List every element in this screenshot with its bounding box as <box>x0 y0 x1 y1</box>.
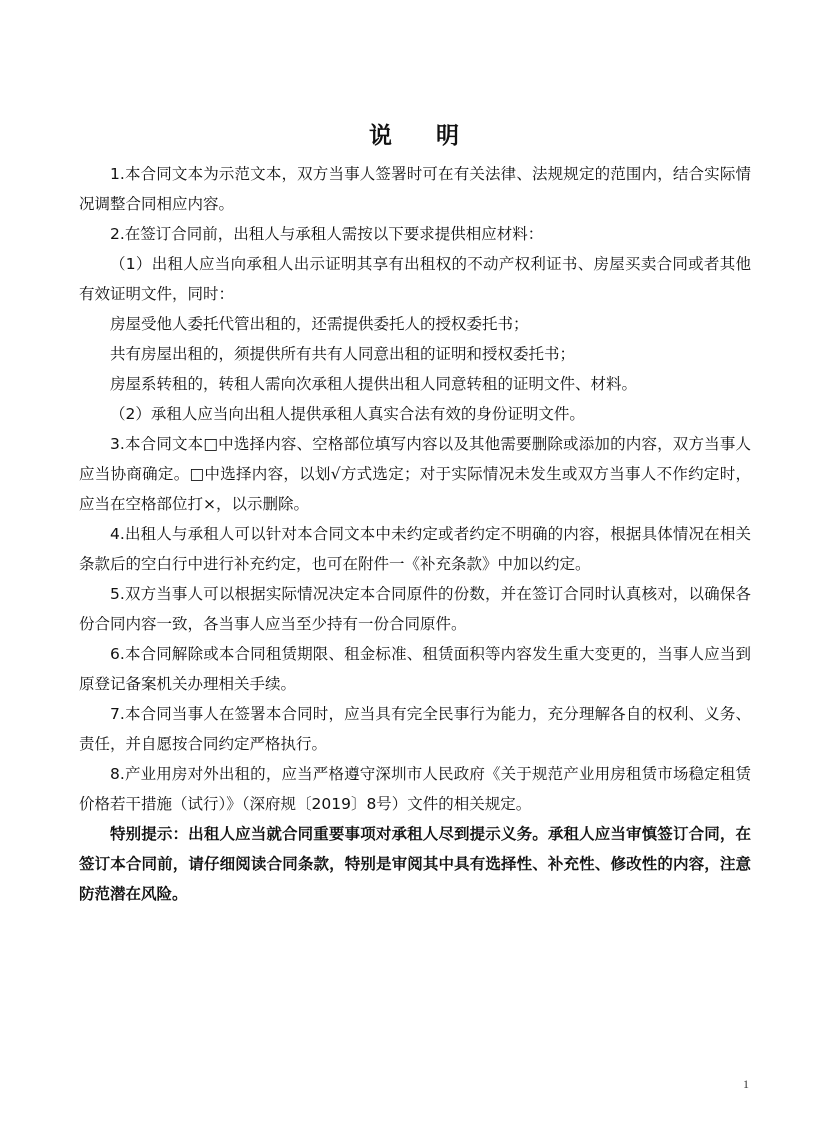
page-title: 说 明 <box>368 123 477 149</box>
page-number: 1 <box>743 1077 749 1091</box>
paragraph-2-item-1-case-a: 房屋受他人委托代管出租的，还需提供委托人的授权委托书； <box>110 315 529 333</box>
paragraph-2: 2.在签订合同前，出租人与承租人需按以下要求提供相应材料： <box>110 225 544 243</box>
paragraph-5: 5.双方当事人可以根据实际情况决定本合同原件的份数，并在签订合同时认真核对，以确保各份合同内容一致，各当事人应当至少持有一份合同原件。 <box>79 585 751 633</box>
paragraph-7: 7.本合同当事人在签署本合同时，应当具有完全民事行为能力，充分理解各自的权利、义务、责任，并自愿按合同约定严格执行。 <box>79 705 751 753</box>
paragraph-4: 4.出租人与承租人可以针对本合同文本中未约定或者约定不明确的内容，根据具体情况在相关条款后的空白行中进行补充约定，也可在附件一《补充条款》中加以约定。 <box>79 525 751 573</box>
paragraph-6: 6.本合同解除或本合同租赁期限、租金标准、租赁面积等内容发生重大变更的，当事人应当到原登记备案机关办理相关手续。 <box>79 645 751 693</box>
paragraph-3: 3.本合同文本□中选择内容、空格部位填写内容以及其他需要删除或添加的内容，双方当事人应当协商确定。□中选择内容，以划√方式选定；对于实际情况未发生或双方当事人不作约定时，应当在空格部位打×，以示删除。 <box>79 435 751 513</box>
document-body <box>79 159 751 909</box>
paragraph-2-item-2: （2）承租人应当向出租人提供承租人真实合法有效的身份证明文件。 <box>110 405 585 423</box>
paragraph-2-item-1-case-b: 共有房屋出租的，须提供所有共有人同意出租的证明和授权委托书； <box>110 345 576 363</box>
paragraph-2-item-1-case-c: 房屋系转租的，转租人需向次承租人提供出租人同意转租的证明文件、材料。 <box>110 375 638 393</box>
special-notice: 特别提示：出租人应当就合同重要事项对承租人尽到提示义务。承租人应当审慎签订合同，在签订本合同前，请仔细阅读合同条款，特别是审阅其中具有选择性、补充性、修改性的内容，注意防范潜在风险。 <box>79 825 751 903</box>
paragraph-1: 1.本合同文本为示范文本，双方当事人签署时可在有关法律、法规规定的范围内，结合实际情况调整合同相应内容。 <box>79 165 751 213</box>
paragraph-2-item-1: （1）出租人应当向承租人出示证明其享有出租权的不动产权利证书、房屋买卖合同或者其他有效证明文件，同时： <box>79 255 751 303</box>
paragraph-8: 8.产业用房对外出租的，应当严格遵守深圳市人民政府《关于规范产业用房租赁市场稳定租赁价格若干措施（试行）》（深府规〔2019〕8号）文件的相关规定。 <box>79 765 751 813</box>
